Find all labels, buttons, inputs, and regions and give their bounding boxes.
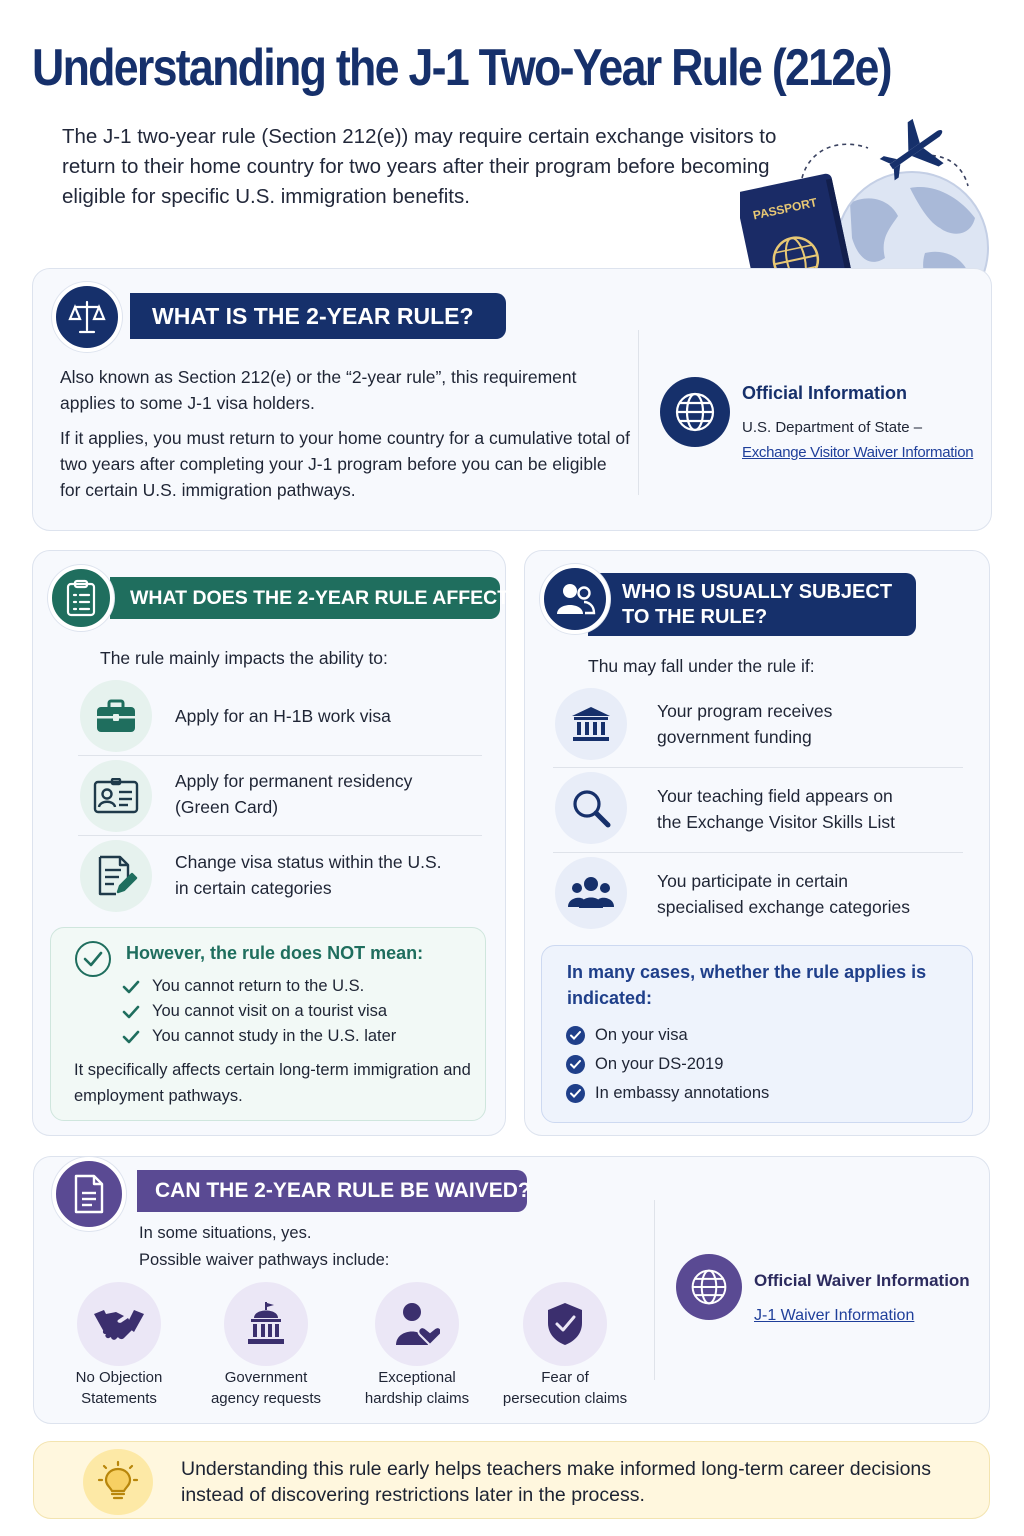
affect-note: It specifically affects certain long-term immigration and employment pathways. — [74, 1061, 471, 1105]
check-bullet-icon — [566, 1084, 585, 1103]
waiver-lead-1: In some situations, yes. — [139, 1224, 312, 1242]
id-card-icon — [80, 760, 152, 832]
who-heading: WHO IS USUALLY SUBJECT TO THE RULE? — [588, 573, 916, 636]
not-mean-item-2: You cannot visit on a tourist visa — [122, 1002, 387, 1021]
shield-check-icon — [523, 1282, 607, 1366]
not-mean-item-3: You cannot study in the U.S. later — [122, 1027, 396, 1046]
magnifier-icon — [555, 772, 627, 844]
waiver-lead-2: Possible waiver pathways include: — [139, 1251, 390, 1269]
affect-item-3: Change visa status within the U.S. in certain categories — [175, 852, 442, 898]
page-title: Understanding the J-1 Two-Year Rule (212e) — [32, 39, 891, 97]
scales-icon — [52, 282, 122, 352]
who-lead: Thu may fall under the rule if: — [588, 656, 815, 676]
globe-icon — [660, 377, 730, 447]
who-item-3: You participate in certain specialised exchange categories — [657, 871, 910, 917]
waiver-heading: CAN THE 2-YEAR RULE BE WAIVED? — [137, 1170, 527, 1212]
indicated-item-1: On your visa — [566, 1026, 688, 1045]
document-edit-icon — [80, 840, 152, 912]
waiver-pathway-4: Fear of persecution claims — [502, 1369, 628, 1407]
group-icon — [555, 857, 627, 929]
affect-lead: The rule mainly impacts the ability to: — [100, 648, 388, 668]
exchange-visitor-waiver-link[interactable]: Exchange Visitor Waiver Information — [742, 444, 974, 461]
not-mean-title: However, the rule does NOT mean: — [126, 943, 424, 963]
handshake-icon — [77, 1282, 161, 1366]
svg-text:PASSPORT: PASSPORT — [751, 195, 819, 223]
not-mean-item-1: You cannot return to the U.S. — [122, 977, 364, 996]
what-is-paragraph-2: If it applies, you must return to your home country for a cumulative total of two years after completing your J-1 program before you can be eligible for certain U.S. immigration pathways. — [60, 428, 630, 500]
official-info-title: Official Information — [742, 383, 908, 403]
clipboard-icon — [48, 565, 114, 631]
affect-item-2: Apply for permanent residency (Green Card) — [175, 771, 413, 817]
document-icon — [52, 1157, 126, 1231]
j1-waiver-link[interactable]: J-1 Waiver Information — [754, 1307, 915, 1324]
official-waiver-title: Official Waiver Information — [754, 1271, 970, 1290]
affect-item-1: Apply for an H-1B work visa — [175, 706, 391, 726]
check-bullet-icon — [566, 1026, 585, 1045]
person-heart-icon — [375, 1282, 459, 1366]
briefcase-icon — [80, 680, 152, 752]
footer-text: Understanding this rule early helps teachers make informed long-term career decisions instead of discovering restrictions later in the process. — [181, 1458, 932, 1506]
check-circle-icon — [75, 941, 111, 977]
indicated-item-2: On your DS-2019 — [566, 1055, 723, 1074]
who-item-2: Your teaching field appears on the Exchange Visitor Skills List — [657, 786, 895, 832]
users-icon — [540, 564, 610, 634]
checkmark-icon — [122, 1028, 140, 1046]
capitol-icon — [224, 1282, 308, 1366]
globe-icon — [676, 1254, 742, 1320]
waiver-pathway-2: Government agency requests — [210, 1369, 322, 1407]
waiver-pathway-3: Exceptional hardship claims — [364, 1369, 470, 1407]
bank-building-icon — [555, 688, 627, 760]
what-is-paragraph-1: Also known as Section 212(e) or the “2-year rule”, this requirement applies to some J-1 visa holders. — [60, 367, 577, 413]
waiver-pathway-1: No Objection Statements — [75, 1369, 163, 1407]
checkmark-icon — [122, 1003, 140, 1021]
what-is-heading: WHAT IS THE 2-YEAR RULE? — [130, 293, 506, 339]
checkmark-icon — [122, 978, 140, 996]
intro-text: The J-1 two-year rule (Section 212(e)) may require certain exchange visitors to return to their home country for two years after their program before becoming eligible for specific U.S. immigration benefits. — [62, 125, 777, 208]
affect-heading: WHAT DOES THE 2-YEAR RULE AFFECT? — [110, 577, 500, 619]
indicated-item-3: In embassy annotations — [566, 1084, 769, 1103]
check-bullet-icon — [566, 1055, 585, 1074]
lightbulb-icon — [83, 1449, 153, 1515]
official-info-source: U.S. Department of State – — [742, 419, 923, 436]
who-item-1: Your program receives government funding — [657, 701, 833, 747]
indicated-title: In many cases, whether the rule applies is indicated: — [567, 962, 927, 1008]
